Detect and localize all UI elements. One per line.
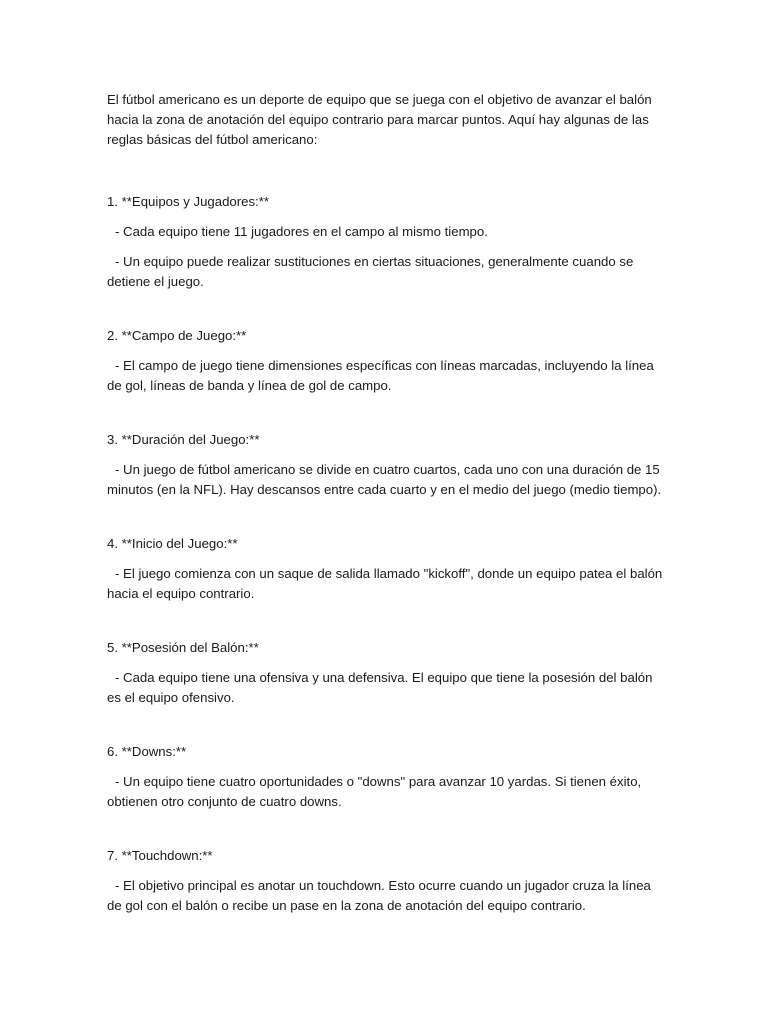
- section-item: - Un equipo tiene cuatro oportunidades o "downs" para avanzar 10 yardas. Si tienen éxito, obtienen otro conjunto de cuatro downs.: [107, 774, 642, 809]
- section-heading: 4. **Inicio del Juego:**: [107, 536, 238, 551]
- section-downs: [107, 742, 663, 812]
- section-item: - El campo de juego tiene dimensiones específicas con líneas marcadas, incluyendo la línea de gol, líneas de banda y línea de gol de campo.: [107, 358, 654, 393]
- section-item: - Un equipo puede realizar sustituciones en ciertas situaciones, generalmente cuando se detiene el juego.: [107, 254, 634, 289]
- section-equipos-jugadores: [107, 192, 663, 292]
- section-heading: 5. **Posesión del Balón:**: [107, 640, 259, 655]
- section-heading: 7. **Touchdown:**: [107, 848, 213, 863]
- section-item: - Un juego de fútbol americano se divide en cuatro cuartos, cada uno con una duración de 15 minutos (en la NFL). Hay descansos entre cada cuarto y en el medio del juego (medio tiempo).: [107, 462, 662, 497]
- section-touchdown: [107, 846, 663, 916]
- section-heading: 2. **Campo de Juego:**: [107, 328, 247, 343]
- section-heading: 1. **Equipos y Jugadores:**: [107, 194, 270, 209]
- section-campo-juego: [107, 326, 663, 396]
- section-posesion-balon: [107, 638, 663, 708]
- section-item: - El objetivo principal es anotar un touchdown. Esto ocurre cuando un jugador cruza la línea de gol con el balón o recibe un pase en la zona de anotación del equipo contrario.: [107, 878, 651, 913]
- section-heading: 6. **Downs:**: [107, 744, 187, 759]
- section-heading: 3. **Duración del Juego:**: [107, 432, 260, 447]
- section-duracion-juego: [107, 430, 663, 500]
- section-item: - El juego comienza con un saque de salida llamado "kickoff", donde un equipo patea el balón hacia el equipo contrario.: [107, 566, 663, 601]
- intro-paragraph: El fútbol americano es un deporte de equipo que se juega con el objetivo de avanzar el balón hacia la zona de anotación del equipo contrario para marcar puntos. Aquí hay algunas de las reglas básicas del fútbol americano:: [107, 92, 652, 147]
- section-inicio-juego: [107, 534, 663, 604]
- section-item: - Cada equipo tiene 11 jugadores en el campo al mismo tiempo.: [115, 224, 488, 239]
- document-page: [107, 90, 663, 916]
- section-item: - Cada equipo tiene una ofensiva y una defensiva. El equipo que tiene la posesión del balón es el equipo ofensivo.: [107, 670, 653, 705]
